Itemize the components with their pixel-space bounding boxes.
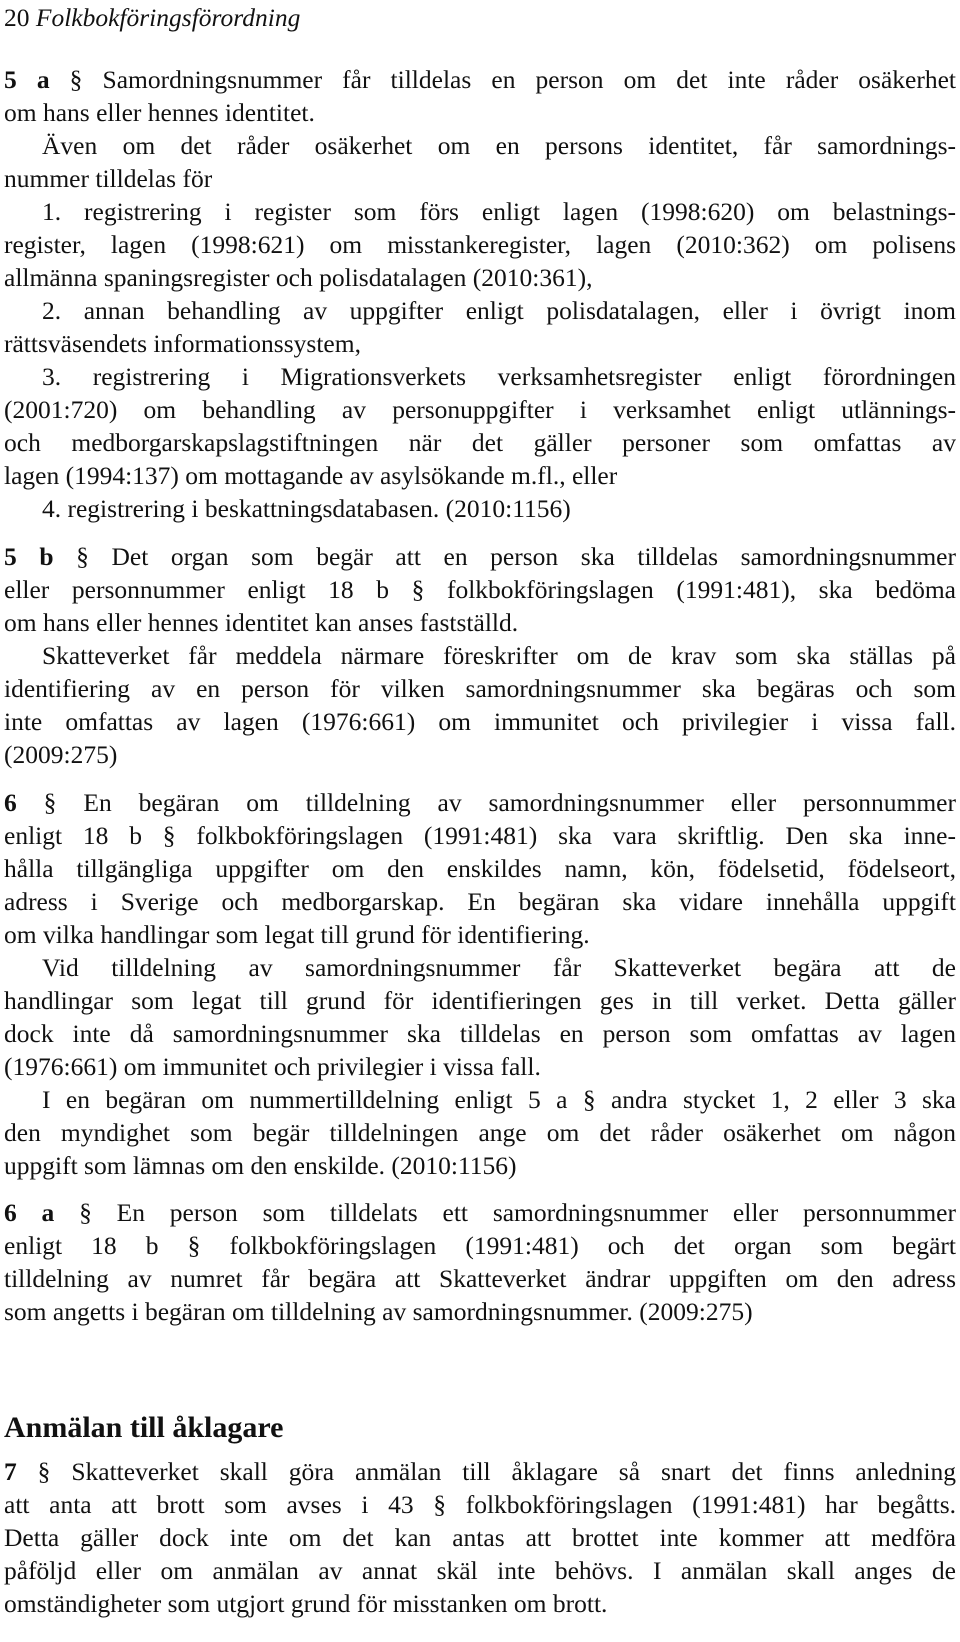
- section-6-line-9: (1976:661) om immunitet och privilegier i vissa fall.: [4, 1052, 541, 1081]
- section-6-line-11: den myndighet som begär tilldelningen ange om det råder osäkerhet om någon: [4, 1118, 956, 1147]
- section-5a-item-2-line-2: rättsväsendets informationssystem,: [4, 329, 361, 358]
- section-6a-line-1: 6 a § En person som tilldelats ett samordningsnummer eller personnummer: [4, 1198, 956, 1227]
- section-5a-line-2: om hans eller hennes identitet.: [4, 98, 315, 127]
- section-heading: Anmälan till åklagare: [4, 1411, 284, 1444]
- section-6-line-8: dock inte då samordningsnummer ska tilldelas en person som omfattas av lagen: [4, 1019, 956, 1048]
- section-6-line-10: I en begäran om nummertilldelning enligt 5 a § andra stycket 1, 2 eller 3 ska: [42, 1085, 956, 1114]
- section-5a-item-3-line-2: (2001:720) om behandling av personuppgifter i verksamhet enligt utlännings-: [4, 395, 956, 424]
- section-5a-line-1: 5 a § Samordningsnummer får tilldelas en person om det inte råder osäkerhet: [4, 65, 957, 94]
- section-7-line-3: Detta gäller dock inte om det kan antas att brottet inte kommer att medföra: [4, 1523, 956, 1552]
- section-7-line-2: att anta att brott som avses i 43 § folkbokföringslagen (1991:481) har begåtts.: [4, 1490, 956, 1519]
- section-6-line-2: enligt 18 b § folkbokföringslagen (1991:481) ska vara skriftlig. Den ska inne-: [4, 821, 956, 850]
- section-5b-line-5: identifiering av en person för vilken samordningsnummer ska begäras och som: [4, 674, 956, 703]
- section-7-line-1: 7 § Skatteverket skall göra anmälan till åklagare så snart det finns anledning: [4, 1457, 956, 1486]
- section-6-line-5: om vilka handlingar som legat till grund för identifiering.: [4, 920, 590, 949]
- section-7-line-4: påföljd eller om anmälan av annat skäl inte behövs. I anmälan skall anges de: [4, 1556, 956, 1585]
- section-6-line-4: adress i Sverige och medborgarskap. En begäran ska vidare innehålla uppgift: [4, 887, 956, 916]
- section-number: 7: [4, 1457, 17, 1486]
- section-5b-line-7: (2009:275): [4, 740, 118, 769]
- section-6a-line-2: enligt 18 b § folkbokföringslagen (1991:481) och det organ som begärt: [4, 1231, 956, 1260]
- section-number: 5 b: [4, 542, 54, 571]
- section-6-line-1: 6 § En begäran om tilldelning av samordningsnummer eller personnummer: [4, 788, 956, 817]
- section-5a-item-3-line-3: och medborgarskapslagstiftningen när det gäller personer som omfattas av: [4, 428, 956, 457]
- section-number: 5 a: [4, 65, 50, 94]
- section-5a-item-1-line-1: 1. registrering i register som förs enligt lagen (1998:620) om belastnings-: [42, 197, 956, 226]
- section-5b-line-4: Skatteverket får meddela närmare föreskrifter om de krav som ska ställas på: [42, 641, 956, 670]
- section-7-line-5: omständigheter som utgjort grund för misstanken om brott.: [4, 1589, 608, 1618]
- section-number: 6: [4, 788, 17, 817]
- section-6-line-7: handlingar som legat till grund för identifieringen ges in till verket. Detta gäller: [4, 986, 956, 1015]
- section-5a-item-1-line-2: register, lagen (1998:621) om misstankeregister, lagen (2010:362) om polisens: [4, 230, 956, 259]
- section-5a-item-3-line-4: lagen (1994:137) om mottagande av asylsökande m.fl., eller: [4, 461, 618, 490]
- section-5a-line-4: nummer tilldelas för: [4, 164, 213, 193]
- document-title: Folkbokföringsförordning: [35, 3, 301, 32]
- section-6a-line-3: tilldelning av numret får begära att Skatteverket ändrar uppgiften om den adress: [4, 1264, 956, 1293]
- section-5a-item-1-line-3: allmänna spaningsregister och polisdatalagen (2010:361),: [4, 263, 593, 292]
- section-5a-line-3: Även om det råder osäkerhet om en persons identitet, får samordnings-: [42, 131, 956, 160]
- section-5b-line-6: inte omfattas av lagen (1976:661) om immunitet och privilegier i vissa fall.: [4, 707, 956, 736]
- section-6-line-12: uppgift som lämnas om den enskilde. (2010:1156): [4, 1151, 517, 1180]
- section-5b-line-3: om hans eller hennes identitet kan anses fastställd.: [4, 608, 519, 637]
- section-5a-item-4: 4. registrering i beskattningsdatabasen. (2010:1156): [42, 494, 571, 523]
- running-header: [4, 1, 956, 34]
- section-6-line-3: hålla tillgängliga uppgifter om den enskildes namn, kön, födelsetid, födelseort,: [4, 854, 956, 883]
- section-6-line-6: Vid tilldelning av samordningsnummer får Skatteverket begära att de: [42, 953, 956, 982]
- section-5b-line-2: eller personnummer enligt 18 b § folkbokföringslagen (1991:481), ska bedöma: [4, 575, 956, 604]
- section-number: 6 a: [4, 1198, 55, 1227]
- section-5a-item-2-line-1: 2. annan behandling av uppgifter enligt polisdatalagen, eller i övrigt inom: [42, 296, 956, 325]
- section-5b-line-1: 5 b § Det organ som begär att en person ska tilldelas samordningsnummer: [4, 542, 956, 571]
- page-number: 20: [4, 3, 30, 32]
- section-6a-line-4: som angetts i begäran om tilldelning av samordningsnummer. (2009:275): [4, 1297, 753, 1326]
- section-5a-item-3-line-1: 3. registrering i Migrationsverkets verksamhetsregister enligt förordningen: [42, 362, 956, 391]
